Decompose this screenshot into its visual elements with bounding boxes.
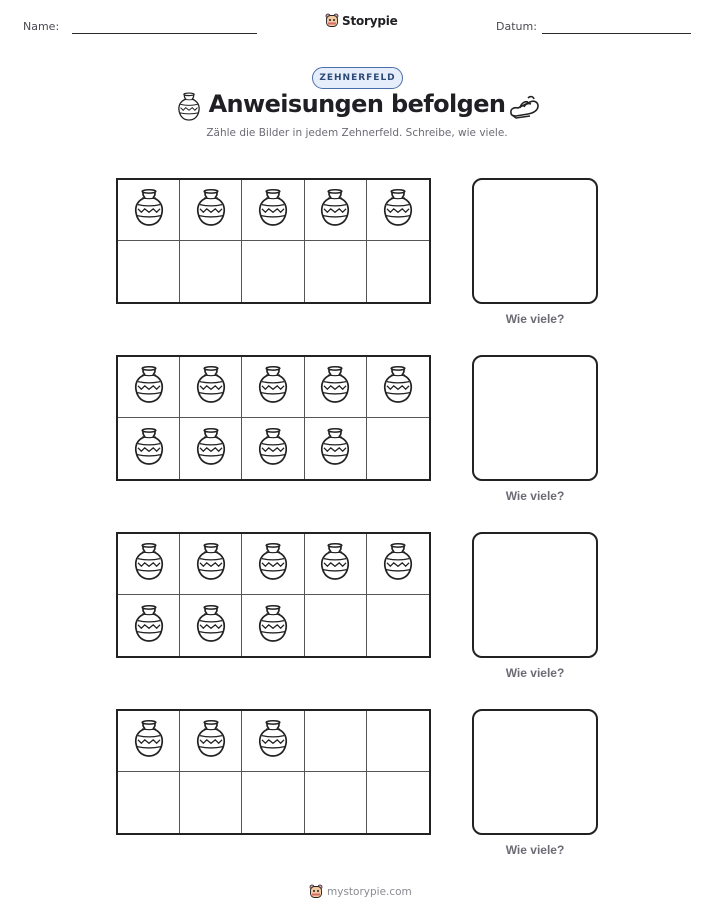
ten-frame-cell [242, 357, 304, 418]
name-label: Name: [23, 20, 60, 33]
answer-label: Wie viele? [505, 666, 565, 680]
answer-label: Wie viele? [505, 843, 565, 857]
footer-url: mystorypie.com [327, 886, 412, 898]
ten-frame-cell [118, 180, 180, 241]
vase-icon [381, 542, 415, 586]
ten-frame-cell [242, 595, 304, 656]
vase-icon [132, 427, 166, 471]
answer-box[interactable] [472, 178, 598, 304]
vase-icon [194, 427, 228, 471]
vase-icon [132, 188, 166, 232]
ten-frame-cell [180, 772, 242, 833]
ten-frame-cell [242, 711, 304, 772]
vase-icon [318, 188, 352, 232]
ten-frame-cell [242, 772, 304, 833]
ten-frame-cell [367, 772, 429, 833]
vase-icon [256, 604, 290, 648]
vase-icon [318, 542, 352, 586]
vase-icon [132, 604, 166, 648]
vase-icon [194, 719, 228, 763]
ten-frame-cell [367, 241, 429, 302]
ten-frame-cell [305, 418, 367, 479]
ten-frame-cell [367, 180, 429, 241]
ten-frame-cell [367, 534, 429, 595]
date-line[interactable] [542, 33, 691, 34]
ten-frame-cell [305, 772, 367, 833]
ten-frame-cell [118, 772, 180, 833]
ten-frame [116, 709, 431, 835]
ten-frame-cell [180, 534, 242, 595]
date-label: Datum: [496, 20, 537, 33]
ten-frame-cell [180, 357, 242, 418]
ten-frame-cell [367, 418, 429, 479]
ten-frame-cell [118, 357, 180, 418]
ten-frame [116, 355, 431, 481]
ten-frame-cell [305, 711, 367, 772]
vase-icon [132, 719, 166, 763]
storypie-mascot-icon [325, 13, 339, 29]
vase-icon [381, 188, 415, 232]
page-title: Anweisungen befolgen [208, 90, 506, 118]
ten-frame-cell [180, 418, 242, 479]
vase-icon [194, 365, 228, 409]
instructions: Zähle die Bilder in jedem Zehnerfeld. Schreibe, wie viele. [206, 127, 508, 139]
answer-label: Wie viele? [505, 312, 565, 326]
answer-label: Wie viele? [505, 489, 565, 503]
vase-icon [256, 365, 290, 409]
vase-icon [256, 719, 290, 763]
ten-frame [116, 532, 431, 658]
brand-name: Storypie [342, 14, 398, 28]
name-line[interactable] [72, 33, 257, 34]
storypie-mascot-icon [309, 884, 323, 900]
ten-frame-cell [367, 357, 429, 418]
vase-icon [132, 365, 166, 409]
ten-frame-cell [118, 241, 180, 302]
ten-frame-cell [118, 534, 180, 595]
vase-icon [256, 427, 290, 471]
vase-icon [194, 188, 228, 232]
answer-box[interactable] [472, 355, 598, 481]
footer [309, 884, 412, 900]
vase-icon [132, 542, 166, 586]
vase-icon [194, 542, 228, 586]
vase-icon [381, 365, 415, 409]
ten-frame-cell [180, 595, 242, 656]
ten-frame-cell [180, 241, 242, 302]
ten-frame-cell [305, 357, 367, 418]
ten-frame-cell [305, 595, 367, 656]
ten-frame-cell [367, 595, 429, 656]
vase-icon [256, 542, 290, 586]
sandal-icon [508, 93, 540, 123]
ten-frame [116, 178, 431, 304]
vase-icon [318, 427, 352, 471]
vase-icon [194, 604, 228, 648]
ten-frame-cell [180, 711, 242, 772]
ten-frame-cell [118, 595, 180, 656]
ten-frame-cell [242, 241, 304, 302]
vase-icon [318, 365, 352, 409]
ten-frame-cell [242, 418, 304, 479]
ten-frame-cell [242, 534, 304, 595]
ten-frame-cell [305, 534, 367, 595]
answer-box[interactable] [472, 709, 598, 835]
ten-frame-cell [242, 180, 304, 241]
ten-frame-cell [367, 711, 429, 772]
vase-icon [256, 188, 290, 232]
ten-frame-cell [118, 711, 180, 772]
topic-badge: ZEHNERFELD [312, 67, 403, 89]
ten-frame-cell [180, 180, 242, 241]
brand-logo [325, 13, 398, 29]
answer-box[interactable] [472, 532, 598, 658]
ten-frame-cell [118, 418, 180, 479]
ten-frame-cell [305, 180, 367, 241]
ten-frame-cell [305, 241, 367, 302]
